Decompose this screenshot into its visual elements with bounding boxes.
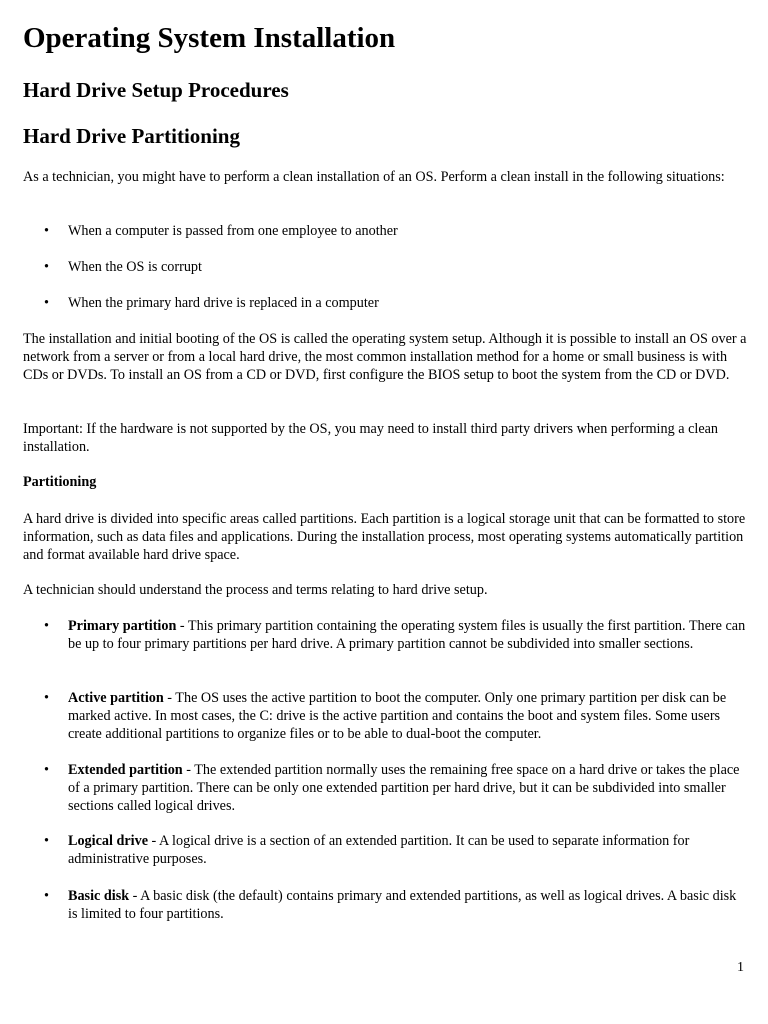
intro-paragraph: As a technician, you might have to perform a clean installation of an OS. Perform a clean install in the following situations: [23,169,725,185]
page-title: Operating System Installation [23,22,396,54]
term-description: - The extended partition normally uses the remaining free space on a hard drive or takes the place of a primary partition. There can be only one extended partition per hard drive, but it can be subdivided into smaller sections called logical drives. [68,762,740,814]
important-note: Important: If the hardware is not supported by the OS, you may need to install third party drivers when performing a clean installation. [23,421,719,455]
term-name: Active partition [68,690,164,706]
list-item-text: When the primary hard drive is replaced in a computer [68,295,379,311]
term-name: Primary partition [68,618,177,634]
bullet-icon: • [44,762,49,778]
bullet-icon: • [44,888,49,904]
bullet-icon: • [44,690,49,706]
term-description: - A basic disk (the default) contains primary and extended partitions, as well as logical drives. A basic disk is limited to four partitions. [68,888,737,922]
section-heading: Hard Drive Setup Procedures [23,78,289,102]
term-description: - A logical drive is a section of an extended partition. It can be used to separate information for administrative purposes. [68,833,690,867]
setup-paragraph: The installation and initial booting of the OS is called the operating system setup. Although it is possible to install an OS over a network from a server or from a local hard drive, the most common installation method for a home or small business is with CDs or DVDs. To install an OS from a CD or DVD, first configure the BIOS setup to boot the system from the CD or DVD. [23,331,747,383]
terms-intro: A technician should understand the process and terms relating to hard drive setup. [23,582,488,598]
term-name: Basic disk [68,888,130,904]
list-item-text: When a computer is passed from one employee to another [68,223,398,239]
bullet-icon: • [44,259,49,275]
bullet-icon: • [44,223,49,239]
bullet-icon: • [44,618,49,634]
list-item-text: When the OS is corrupt [68,259,202,275]
bullet-icon: • [44,833,49,849]
term-name: Logical drive [68,833,148,849]
page-number: 1 [737,960,744,975]
term-description: - This primary partition containing the operating system files is usually the first partition. There can be up to four primary partitions per hard drive. A primary partition cannot be subdivided into smaller sections. [68,618,746,652]
term-description: - The OS uses the active partition to boot the computer. Only one primary partition per disk can be marked active. In most cases, the C: drive is the active partition and contains the boot and system files. Some users create additional partitions to organize files or to be able to dual-boot the computer. [68,690,727,742]
subsection-heading: Hard Drive Partitioning [23,124,240,148]
bullet-icon: • [44,295,49,311]
partitioning-paragraph: A hard drive is divided into specific areas called partitions. Each partition is a logical storage unit that can be formatted to store information, such as data files and applications. During the installation process, most operating systems automatically partition and format available hard drive space. [23,511,746,563]
term-name: Extended partition [68,762,183,778]
partitioning-heading: Partitioning [23,474,97,490]
